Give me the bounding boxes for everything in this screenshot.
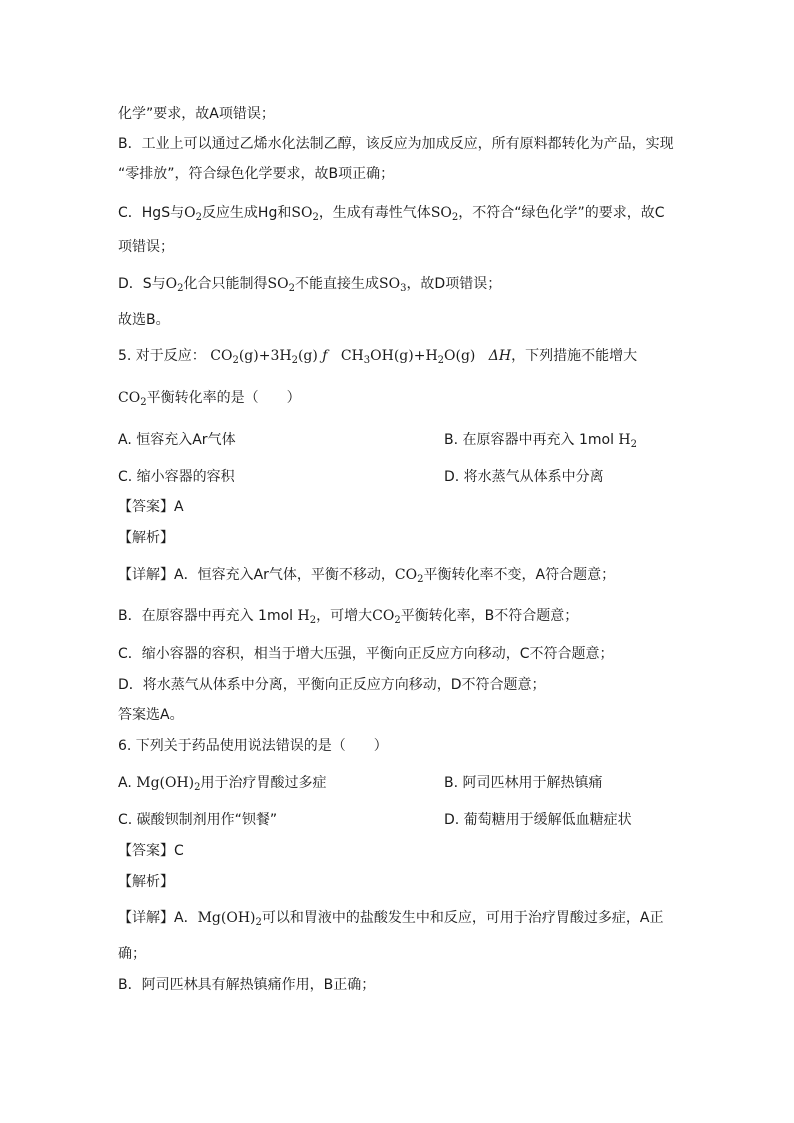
option-c: C. 碳酸钡制剂用作“钡餐” bbox=[118, 812, 278, 828]
text-line: 故选B。 bbox=[118, 312, 170, 328]
analysis-label: 【解析】 bbox=[118, 530, 174, 546]
text-line: 【详解】A．$Mg(OH)_2$可以和胃液中的盐酸发生中和反应，可用于治疗胃酸过多症，A正 bbox=[118, 910, 664, 928]
option-d: D. 葡萄糖用于缓解低血糖症状 bbox=[444, 812, 632, 828]
answer-label: 【答案】A bbox=[118, 499, 184, 515]
text-line: B．阿司匹林具有解热镇痛作用，B正确； bbox=[118, 977, 376, 993]
text-line: B．工业上可以通过乙烯水化法制乙醇，该反应为加成反应，所有原料都转化为产品，实现 bbox=[118, 136, 674, 152]
text-line: 化学”要求，故A项错误； bbox=[118, 106, 275, 122]
question-stem: $CO_2$平衡转化率的是（ ） bbox=[118, 390, 301, 408]
text-line: B．在原容器中再充入 1mol $H_2$，可增大$CO_2$平衡转化率，B不符合题意； bbox=[118, 608, 579, 626]
text-line: D．S与$O_2$化合只能制得$SO_2$不能直接生成$SO_3$，故D项错误； bbox=[118, 276, 502, 294]
text-line: 【详解】A．恒容充入Ar气体，平衡不移动，$CO_2$平衡转化率不变，A符合题意； bbox=[118, 567, 616, 585]
question-stem: 5. 对于反应： $CO_2(g)+3H_2(g)$ ƒ $CH_3OH(g)+H_2O(g)$ ΔH，下列措施不能增大 bbox=[118, 348, 638, 366]
text-line: 答案选A。 bbox=[118, 707, 184, 723]
analysis-label: 【解析】 bbox=[118, 874, 174, 890]
text-line: D．将水蒸气从体系中分离，平衡向正反应方向移动，D不符合题意； bbox=[118, 677, 546, 693]
option-b: B. 阿司匹林用于解热镇痛 bbox=[444, 775, 603, 791]
text-line: C．HgS与$O_2$反应生成Hg和$SO_2$，生成有毒性气体$SO_2$，不符合“绿色化学”的要求，故C bbox=[118, 205, 665, 223]
question-stem: 6. 下列关于药品使用说法错误的是（ ） bbox=[118, 738, 388, 754]
option-a: A. 恒容充入Ar气体 bbox=[118, 432, 236, 448]
answer-label: 【答案】C bbox=[118, 843, 184, 859]
text-line: C．缩小容器的容积，相当于增大压强，平衡向正反应方向移动，C不符合题意； bbox=[118, 646, 614, 662]
option-c: C. 缩小容器的容积 bbox=[118, 469, 235, 485]
reaction-equation: $CO_2(g)+3H_2(g)$ ƒ $CH_3OH(g)+H_2O(g)$ ΔH bbox=[210, 348, 512, 366]
option-d: D. 将水蒸气从体系中分离 bbox=[444, 469, 604, 485]
text-line: “零排放”，符合绿色化学要求，故B项正确； bbox=[118, 166, 395, 182]
option-b: B. 在原容器中再充入 1mol $H_2$ bbox=[444, 432, 637, 450]
text-line: 项错误； bbox=[118, 239, 174, 255]
text-line: 确； bbox=[118, 946, 146, 962]
option-a: A. $Mg(OH)_2$用于治疗胃酸过多症 bbox=[118, 775, 327, 793]
